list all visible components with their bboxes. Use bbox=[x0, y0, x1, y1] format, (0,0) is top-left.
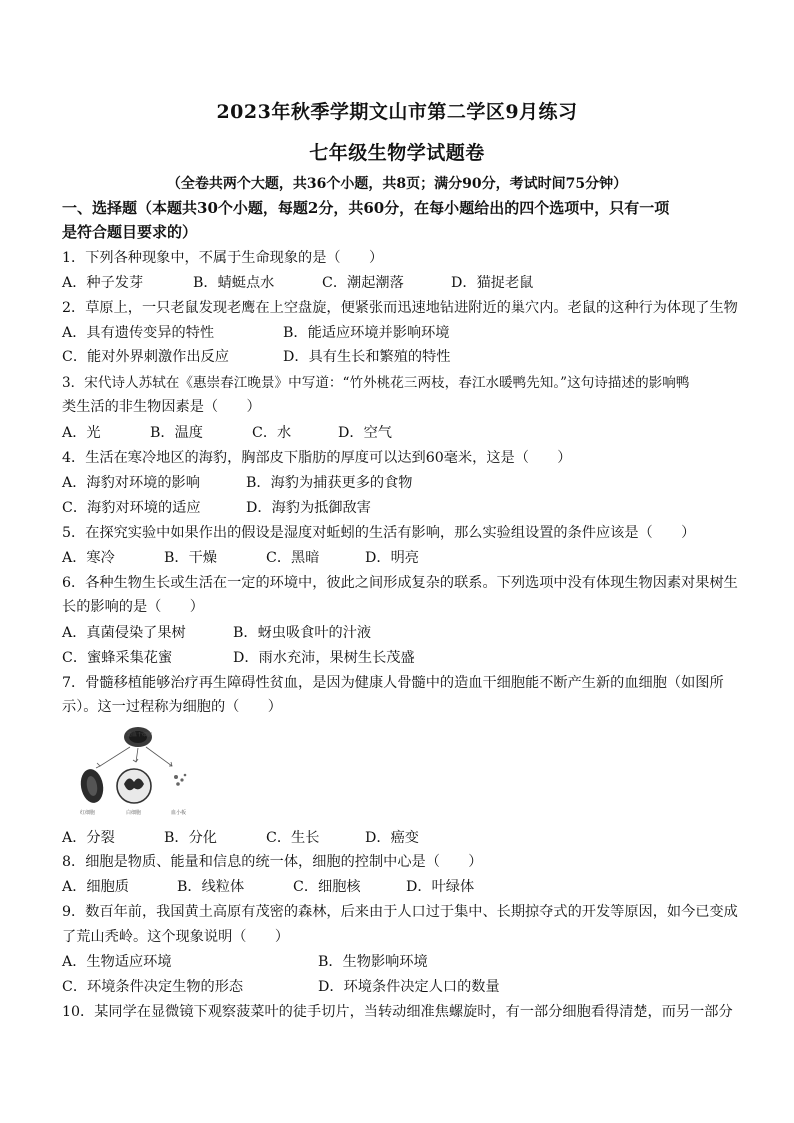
q6-option-c: C．蜜蜂采集花蜜 bbox=[62, 650, 173, 666]
question-7-text-line2: 示）。这一过程称为细胞的（ ） bbox=[62, 699, 282, 715]
q8-option-c: C．细胞核 bbox=[293, 879, 361, 895]
exam-note: （全卷共两个大题，共36个小题，共8页；满分90分，考试时间75分钟） bbox=[166, 176, 628, 192]
differentiation-arrows bbox=[96, 747, 172, 768]
q5-option-a: A．寒冷 bbox=[62, 550, 115, 566]
q7-option-d: D．癌变 bbox=[365, 830, 419, 846]
q3-option-b: B．温度 bbox=[150, 425, 203, 441]
q6-option-d: D．雨水充沛，果树生长茂盛 bbox=[233, 650, 415, 666]
q7-option-a: A．分裂 bbox=[62, 830, 115, 846]
q7-option-b: B．分化 bbox=[164, 830, 217, 846]
q9-option-d: D．环境条件决定人口的数量 bbox=[318, 979, 500, 995]
q4-option-b: B．海豹为捕获更多的食物 bbox=[246, 475, 413, 491]
question-9-text-line2: 了荒山秃岭。这个现象说明（ ） bbox=[62, 929, 290, 945]
label-white-blood-cell: 白细胞 bbox=[126, 810, 142, 816]
exam-title: 2023年秋季学期文山市第二学区9月练习 bbox=[216, 101, 578, 123]
blood-cell-diagram bbox=[72, 722, 212, 826]
q4-option-a: A．海豹对环境的影响 bbox=[62, 475, 200, 491]
question-4-text: 4．生活在寒冷地区的海豹，胸部皮下脂肪的厚度可以达到60毫米，这是（ ） bbox=[62, 450, 572, 466]
question-6-text-line2: 长的影响的是（ ） bbox=[62, 599, 204, 615]
blood-cell-differentiation-figure bbox=[72, 722, 212, 826]
red-blood-cell-icon bbox=[78, 767, 106, 804]
white-blood-cell-icon bbox=[117, 769, 151, 803]
question-6-text-line1: 6．各种生物生长或生活在一定的环境中，彼此之间形成复杂的联系。下列选项中没有体现生物因素对果树生 bbox=[62, 575, 738, 591]
q3-option-d: D．空气 bbox=[338, 425, 392, 441]
q2-option-a: A．具有遗传变异的特性 bbox=[62, 325, 215, 341]
q2-option-b: B．能适应环境并影响环境 bbox=[283, 325, 450, 341]
q5-option-b: B．干燥 bbox=[164, 550, 217, 566]
question-3-text-line2: 类生活的非生物因素是（ ） bbox=[62, 399, 261, 415]
label-stem-cell: 造血干细胞 bbox=[127, 732, 153, 738]
q4-option-d: D．海豹为抵御敌害 bbox=[246, 500, 371, 516]
q1-option-d: D．猫捉老鼠 bbox=[451, 275, 534, 291]
q3-option-a: A．光 bbox=[62, 425, 101, 441]
q1-option-c: C．潮起潮落 bbox=[322, 275, 404, 291]
q9-option-c: C．环境条件决定生物的形态 bbox=[62, 979, 244, 995]
section-heading-line1: 一、选择题（本题共30个小题，每题2分，共60分，在每小题给出的四个选项中，只有一项 bbox=[62, 199, 670, 217]
question-9-text-line1: 9．数百年前，我国黄土高原有茂密的森林，后来由于人口过于集中、长期掠夺式的开发等原因，如今已变成 bbox=[62, 904, 738, 920]
q8-option-a: A．细胞质 bbox=[62, 879, 129, 895]
q6-option-a: A．真菌侵染了果树 bbox=[62, 625, 186, 641]
label-red-blood-cell: 红细胞 bbox=[80, 810, 96, 816]
q7-option-c: C．生长 bbox=[266, 830, 320, 846]
q4-option-c: C．海豹对环境的适应 bbox=[62, 500, 201, 516]
q2-option-d: D．具有生长和繁殖的特性 bbox=[283, 349, 451, 365]
exam-subtitle: 七年级生物学试题卷 bbox=[309, 142, 485, 164]
platelets-icon bbox=[174, 774, 186, 786]
q9-option-b: B．生物影响环境 bbox=[318, 954, 428, 970]
question-7-text-line1: 7．骨髓移植能够治疗再生障碍性贫血，是因为健康人骨髓中的造血干细胞能不断产生新的血细胞（如图所 bbox=[62, 675, 724, 691]
label-platelets: 血小板 bbox=[171, 810, 187, 816]
question-10-text: 10．某同学在显微镜下观察菠菜叶的徒手切片，当转动细准焦螺旋时，有一部分细胞看得清楚，而另一部分 bbox=[62, 1004, 733, 1020]
question-2-text: 2．草原上，一只老鼠发现老鹰在上空盘旋，便紧张而迅速地钻进附近的巢穴内。老鼠的这种行为体现了生物 bbox=[62, 300, 738, 316]
q5-option-c: C．黑暗 bbox=[266, 550, 320, 566]
q6-option-b: B．蚜虫吸食叶的汁液 bbox=[233, 625, 372, 641]
q1-option-a: A．种子发芽 bbox=[62, 275, 144, 291]
q3-option-c: C．水 bbox=[252, 425, 292, 441]
question-5-text: 5．在探究实验中如果作出的假设是湿度对蚯蚓的生活有影响，那么实验组设置的条件应该是（ ） bbox=[62, 525, 696, 541]
question-1-text: 1．下列各种现象中，不属于生命现象的是（ ） bbox=[62, 250, 384, 266]
q9-option-a: A．生物适应环境 bbox=[62, 954, 172, 970]
q8-option-b: B．线粒体 bbox=[177, 879, 245, 895]
question-8-text: 8．细胞是物质、能量和信息的统一体，细胞的控制中心是（ ） bbox=[62, 854, 483, 870]
q8-option-d: D．叶绿体 bbox=[406, 879, 475, 895]
q5-option-d: D．明亮 bbox=[365, 550, 419, 566]
section-heading-line2: 是符合题目要求的） bbox=[62, 223, 198, 241]
q1-option-b: B．蜻蜓点水 bbox=[193, 275, 275, 291]
question-3-text-line1: 3．宋代诗人苏轼在《惠崇春江晚景》中写道：“竹外桃花三两枝，春江水暖鸭先知。”这句诗描述的影响鸭 bbox=[62, 375, 690, 391]
q2-option-c: C．能对外界刺激作出反应 bbox=[62, 349, 229, 365]
